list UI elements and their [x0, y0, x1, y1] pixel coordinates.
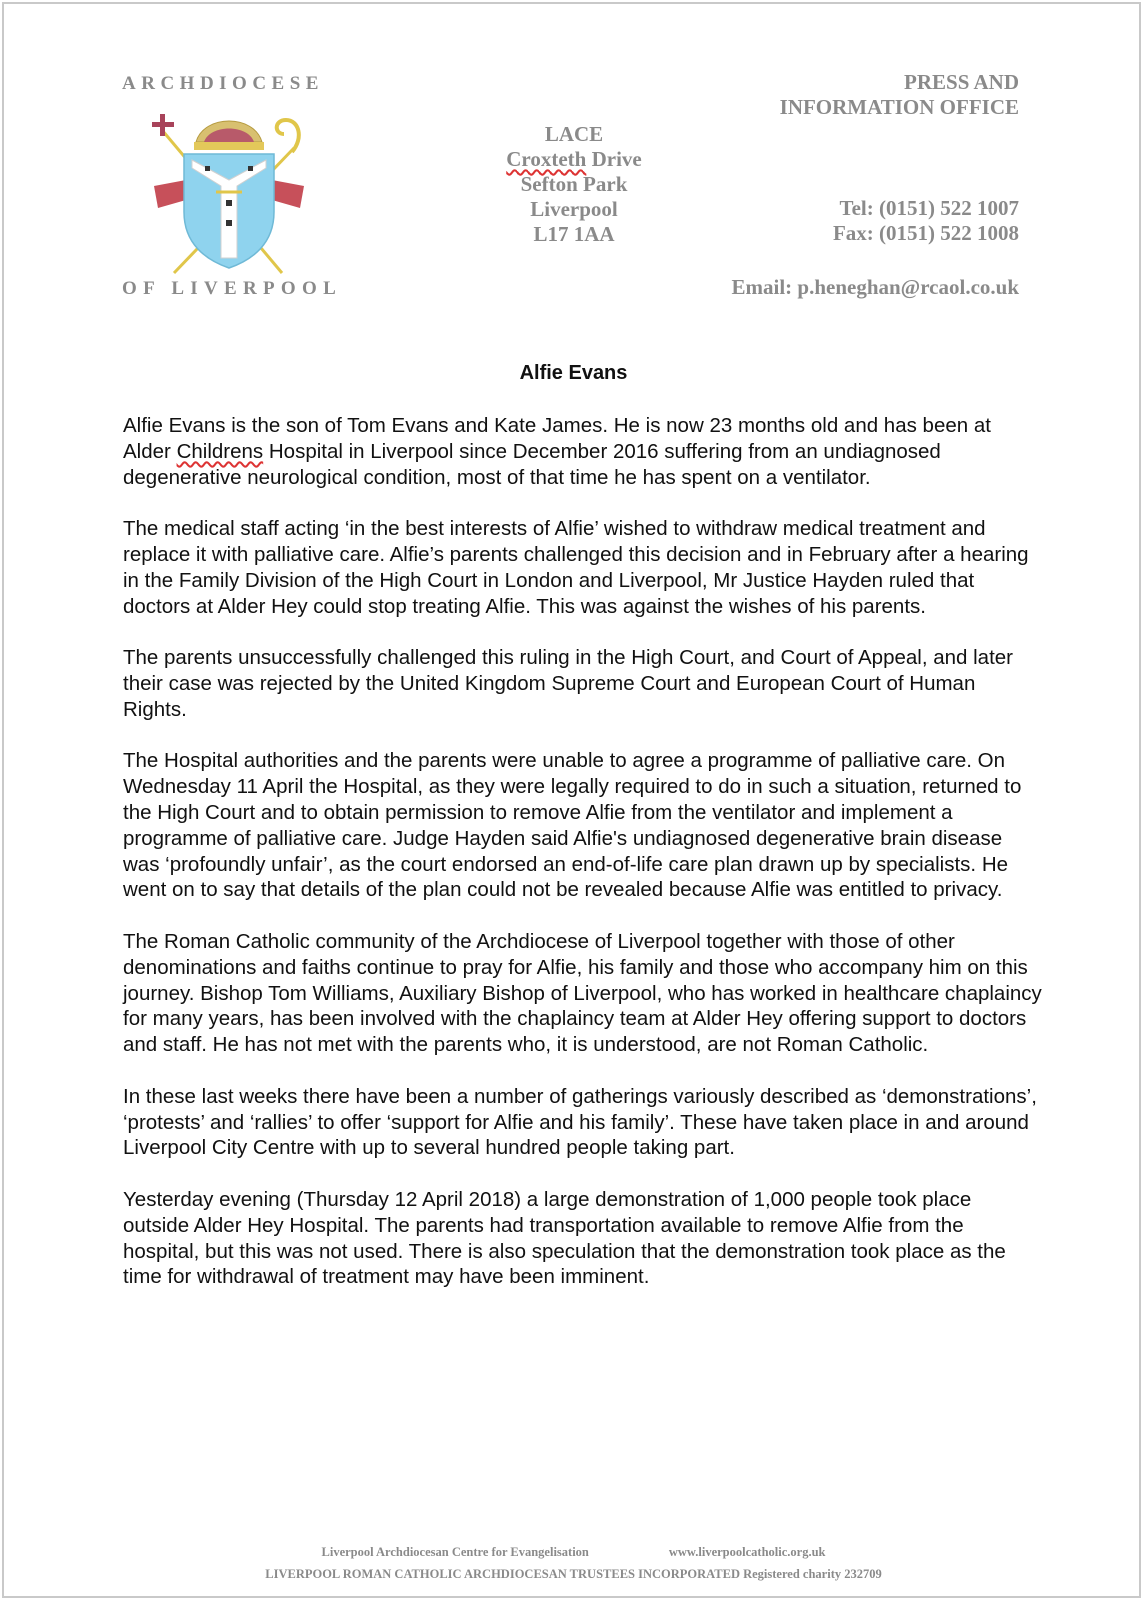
paragraph: The Hospital authorities and the parents were unable to agree a programme of palliative care. On Wednesday 11 April the Hospital, as they were legally required to do in such a situation, returned to the High Court and to obtain permission to remove Alfie from the ventilator and implement a programme of palliative care. Judge Hayden said Alfie's undiagnosed degenerative brain disease was ‘profoundly unfair’, as the court endorsed an end-of-life care plan drawn up by specialists. He went on to say that details of the plan could not be revealed because Alfie was entitled to privacy.	[123, 749, 1022, 902]
address-line: Croxteth Drive	[506, 147, 642, 171]
press-office-heading: PRESS AND INFORMATION OFFICE	[779, 70, 1019, 119]
address-line: Sefton Park	[520, 172, 628, 196]
paragraph: Alfie Evans is the son of Tom Evans and Kate James. He is now 23 months old and has been at Alder Childrens Hospital in Liverpool since December 2016 suffering from an undiagnosed degenerative neurological condition, most of that time he has spent on a ventilator.	[123, 414, 991, 489]
paragraph: Yesterday evening (Thursday 12 April 2018) a large demonstration of 1,000 people took place outside Alder Hey Hospital. The parents had transportation available to remove Alfie from the hospital, but this was not used. There is also speculation that the demonstration took place as the time for withdrawal of treatment may have been imminent.	[123, 1187, 1006, 1289]
footer-centre-name: Liverpool Archdiocesan Centre for Evangelisation	[321, 1545, 589, 1559]
document-page	[2, 2, 1141, 1598]
spellcheck-flagged-word: Childrens	[176, 439, 264, 463]
fax-number: Fax: (0151) 522 1008	[832, 221, 1019, 245]
footer-line	[4, 1545, 1143, 1560]
email-address: Email: p.heneghan@rcaol.co.uk	[731, 275, 1019, 299]
contact-numbers	[833, 196, 1019, 246]
address-line: L17 1AA	[533, 222, 615, 246]
paragraph: The medical staff acting ‘in the best interests of Alfie’ wished to withdraw medical treatment and replace it with palliative care. Alfie’s parents challenged this decision and in February after a hearing in the Family Division of the High Court in London and Liverpool, Mr Justice Hayden ruled that doctors at Alder Hey could stop treating Alfie. This was against the wishes of his parents.	[123, 517, 1029, 618]
archdiocese-heading: ARCHDIOCESE	[122, 73, 324, 94]
address-line: LACE	[544, 122, 604, 146]
document-body	[123, 413, 1043, 1316]
paragraph: The parents unsuccessfully challenged this ruling in the High Court, and Court of Appeal, and later their case was rejected by the United Kingdom Supreme Court and European Court of Human Rights.	[123, 646, 1013, 721]
footer-website: www.liverpoolcatholic.org.uk	[668, 1545, 826, 1559]
address-line: Liverpool	[530, 197, 618, 221]
postal-address	[459, 122, 689, 247]
archdiocese-subheading: OF LIVERPOOL	[122, 278, 343, 299]
spellcheck-flagged-word: Croxteth	[506, 147, 587, 171]
document-title: Alfie Evans	[519, 362, 628, 384]
archdiocese-crest-icon	[144, 108, 314, 278]
footer-trustees: LIVERPOOL ROMAN CATHOLIC ARCHDIOCESAN TRUSTEES INCORPORATED Registered charity 232709	[265, 1567, 882, 1581]
paragraph: The Roman Catholic community of the Archdiocese of Liverpool together with those of other denominations and faiths continue to pray for Alfie, his family and those who accompany him on this journey. Bishop Tom Williams, Auxiliary Bishop of Liverpool, who has worked in healthcare chaplaincy for many years, has been involved with the chaplaincy team at Alder Hey offering support to doctors and staff. He has not met with the parents who, it is understood, are not Roman Catholic.	[123, 929, 1042, 1057]
paragraph: In these last weeks there have been a number of gatherings variously described as ‘demonstrations’, ‘protests’ and ‘rallies’ to offer ‘support for Alfie and his family’. These have taken place in and around Liverpool City Centre with up to several hundred people taking part.	[123, 1084, 1037, 1160]
telephone-number: Tel: (0151) 522 1007	[839, 196, 1019, 220]
